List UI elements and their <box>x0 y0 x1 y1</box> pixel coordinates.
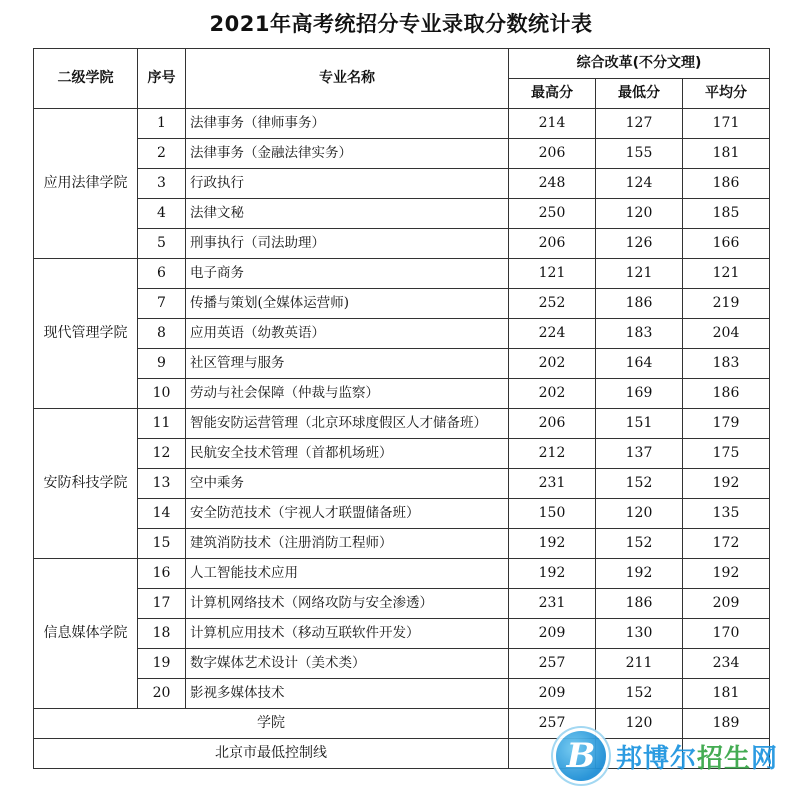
major-name: 劳动与社会保障（仲裁与监察） <box>186 379 509 409</box>
table-row <box>34 229 770 259</box>
major-name: 法律事务（律师事务） <box>186 109 509 139</box>
table-row <box>34 649 770 679</box>
score-min: 152 <box>596 679 683 709</box>
major-name: 应用英语（幼教英语） <box>186 319 509 349</box>
score-min: 137 <box>596 439 683 469</box>
score-min: 120 <box>596 199 683 229</box>
score-max: 257 <box>509 649 596 679</box>
beijing-label: 北京市最低控制线 <box>34 739 509 769</box>
major-name: 数字媒体艺术设计（美术类） <box>186 649 509 679</box>
summary-row <box>34 709 770 739</box>
major-name: 空中乘务 <box>186 469 509 499</box>
table-row <box>34 169 770 199</box>
row-index: 5 <box>138 229 186 259</box>
score-min: 127 <box>596 109 683 139</box>
score-avg: 175 <box>683 439 770 469</box>
major-name: 行政执行 <box>186 169 509 199</box>
table-row <box>34 139 770 169</box>
row-index: 18 <box>138 619 186 649</box>
row-index: 7 <box>138 289 186 319</box>
summary-avg: 189 <box>683 709 770 739</box>
major-name: 民航安全技术管理（首都机场班） <box>186 439 509 469</box>
major-name: 安全防范技术（宇视人才联盟储备班） <box>186 499 509 529</box>
score-max: 209 <box>509 619 596 649</box>
score-max: 121 <box>509 259 596 289</box>
score-min: 155 <box>596 139 683 169</box>
row-index: 8 <box>138 319 186 349</box>
header-group: 综合改革(不分文理) <box>509 49 770 79</box>
table-row <box>34 499 770 529</box>
table-row <box>34 109 770 139</box>
score-avg: 186 <box>683 379 770 409</box>
table-row <box>34 559 770 589</box>
table-row <box>34 379 770 409</box>
score-min: 186 <box>596 589 683 619</box>
score-avg: 170 <box>683 619 770 649</box>
score-avg: 209 <box>683 589 770 619</box>
score-avg: 204 <box>683 319 770 349</box>
score-avg: 172 <box>683 529 770 559</box>
score-min: 211 <box>596 649 683 679</box>
score-max: 150 <box>509 499 596 529</box>
summary-min: 120 <box>596 709 683 739</box>
row-index: 1 <box>138 109 186 139</box>
header-row <box>34 49 770 79</box>
college-name: 应用法律学院 <box>34 109 138 259</box>
beijing-avg <box>683 739 770 769</box>
score-min: 126 <box>596 229 683 259</box>
score-avg: 166 <box>683 229 770 259</box>
logo-icon: B <box>556 731 606 781</box>
summary-max: 257 <box>509 709 596 739</box>
row-index: 13 <box>138 469 186 499</box>
college-name: 安防科技学院 <box>34 409 138 559</box>
watermark-text-green: 招生 <box>697 743 752 774</box>
header-index: 序号 <box>138 49 186 109</box>
table-row <box>34 619 770 649</box>
score-min: 124 <box>596 169 683 199</box>
major-name: 传播与策划(全媒体运营师) <box>186 289 509 319</box>
row-index: 4 <box>138 199 186 229</box>
score-max: 192 <box>509 559 596 589</box>
score-max: 224 <box>509 319 596 349</box>
table-row <box>34 679 770 709</box>
score-max: 214 <box>509 109 596 139</box>
row-index: 16 <box>138 559 186 589</box>
score-avg: 135 <box>683 499 770 529</box>
row-index: 2 <box>138 139 186 169</box>
row-index: 14 <box>138 499 186 529</box>
score-avg: 181 <box>683 139 770 169</box>
table-row <box>34 529 770 559</box>
header-college: 二级学院 <box>34 49 138 109</box>
row-index: 15 <box>138 529 186 559</box>
major-name: 计算机网络技术（网络攻防与安全渗透） <box>186 589 509 619</box>
major-name: 人工智能技术应用 <box>186 559 509 589</box>
major-name: 影视多媒体技术 <box>186 679 509 709</box>
score-min: 152 <box>596 469 683 499</box>
table-row <box>34 469 770 499</box>
major-name: 智能安防运营管理（北京环球度假区人才储备班） <box>186 409 509 439</box>
row-index: 12 <box>138 439 186 469</box>
score-min: 121 <box>596 259 683 289</box>
score-min: 186 <box>596 289 683 319</box>
score-avg: 186 <box>683 169 770 199</box>
major-name: 建筑消防技术（注册消防工程师） <box>186 529 509 559</box>
header-major: 专业名称 <box>186 49 509 109</box>
score-avg: 219 <box>683 289 770 319</box>
score-min: 164 <box>596 349 683 379</box>
row-index: 9 <box>138 349 186 379</box>
major-name: 电子商务 <box>186 259 509 289</box>
row-index: 19 <box>138 649 186 679</box>
beijing-max <box>509 739 596 769</box>
row-index: 20 <box>138 679 186 709</box>
score-table <box>33 48 770 769</box>
score-max: 192 <box>509 529 596 559</box>
table-row <box>34 349 770 379</box>
score-max: 231 <box>509 469 596 499</box>
score-max: 206 <box>509 139 596 169</box>
score-avg: 192 <box>683 559 770 589</box>
major-name: 计算机应用技术（移动互联软件开发） <box>186 619 509 649</box>
score-max: 206 <box>509 409 596 439</box>
row-index: 3 <box>138 169 186 199</box>
header-avg: 平均分 <box>683 79 770 109</box>
college-name: 信息媒体学院 <box>34 559 138 709</box>
major-name: 法律文秘 <box>186 199 509 229</box>
row-index: 10 <box>138 379 186 409</box>
score-min: 120 <box>596 499 683 529</box>
score-max: 231 <box>509 589 596 619</box>
score-min: 151 <box>596 409 683 439</box>
header-max: 最高分 <box>509 79 596 109</box>
score-avg: 183 <box>683 349 770 379</box>
score-avg: 171 <box>683 109 770 139</box>
table-body <box>34 109 770 709</box>
row-index: 17 <box>138 589 186 619</box>
score-avg: 121 <box>683 259 770 289</box>
page-title: 2021年高考统招分专业录取分数统计表 <box>209 12 593 36</box>
score-avg: 234 <box>683 649 770 679</box>
score-min: 169 <box>596 379 683 409</box>
score-avg: 185 <box>683 199 770 229</box>
score-max: 206 <box>509 229 596 259</box>
table-row <box>34 409 770 439</box>
score-max: 250 <box>509 199 596 229</box>
score-min: 192 <box>596 559 683 589</box>
college-name: 现代管理学院 <box>34 259 138 409</box>
summary-label: 学院 <box>34 709 509 739</box>
table-row <box>34 199 770 229</box>
major-name: 社区管理与服务 <box>186 349 509 379</box>
major-name: 法律事务（金融法律实务） <box>186 139 509 169</box>
score-min: 152 <box>596 529 683 559</box>
score-max: 209 <box>509 679 596 709</box>
score-max: 202 <box>509 379 596 409</box>
table-row <box>34 289 770 319</box>
table-row <box>34 589 770 619</box>
table-row <box>34 319 770 349</box>
score-min: 130 <box>596 619 683 649</box>
row-index: 11 <box>138 409 186 439</box>
score-max: 212 <box>509 439 596 469</box>
score-max: 252 <box>509 289 596 319</box>
header-min: 最低分 <box>596 79 683 109</box>
watermark-text-blue: 邦博尔 <box>616 743 698 774</box>
row-index: 6 <box>138 259 186 289</box>
score-avg: 179 <box>683 409 770 439</box>
score-max: 202 <box>509 349 596 379</box>
beijing-min <box>596 739 683 769</box>
major-name: 刑事执行（司法助理） <box>186 229 509 259</box>
score-avg: 181 <box>683 679 770 709</box>
table-row <box>34 259 770 289</box>
table-row <box>34 439 770 469</box>
score-min: 183 <box>596 319 683 349</box>
score-avg: 192 <box>683 469 770 499</box>
watermark-text-tail: 网 <box>751 743 779 774</box>
beijing-row <box>34 739 770 769</box>
score-max: 248 <box>509 169 596 199</box>
